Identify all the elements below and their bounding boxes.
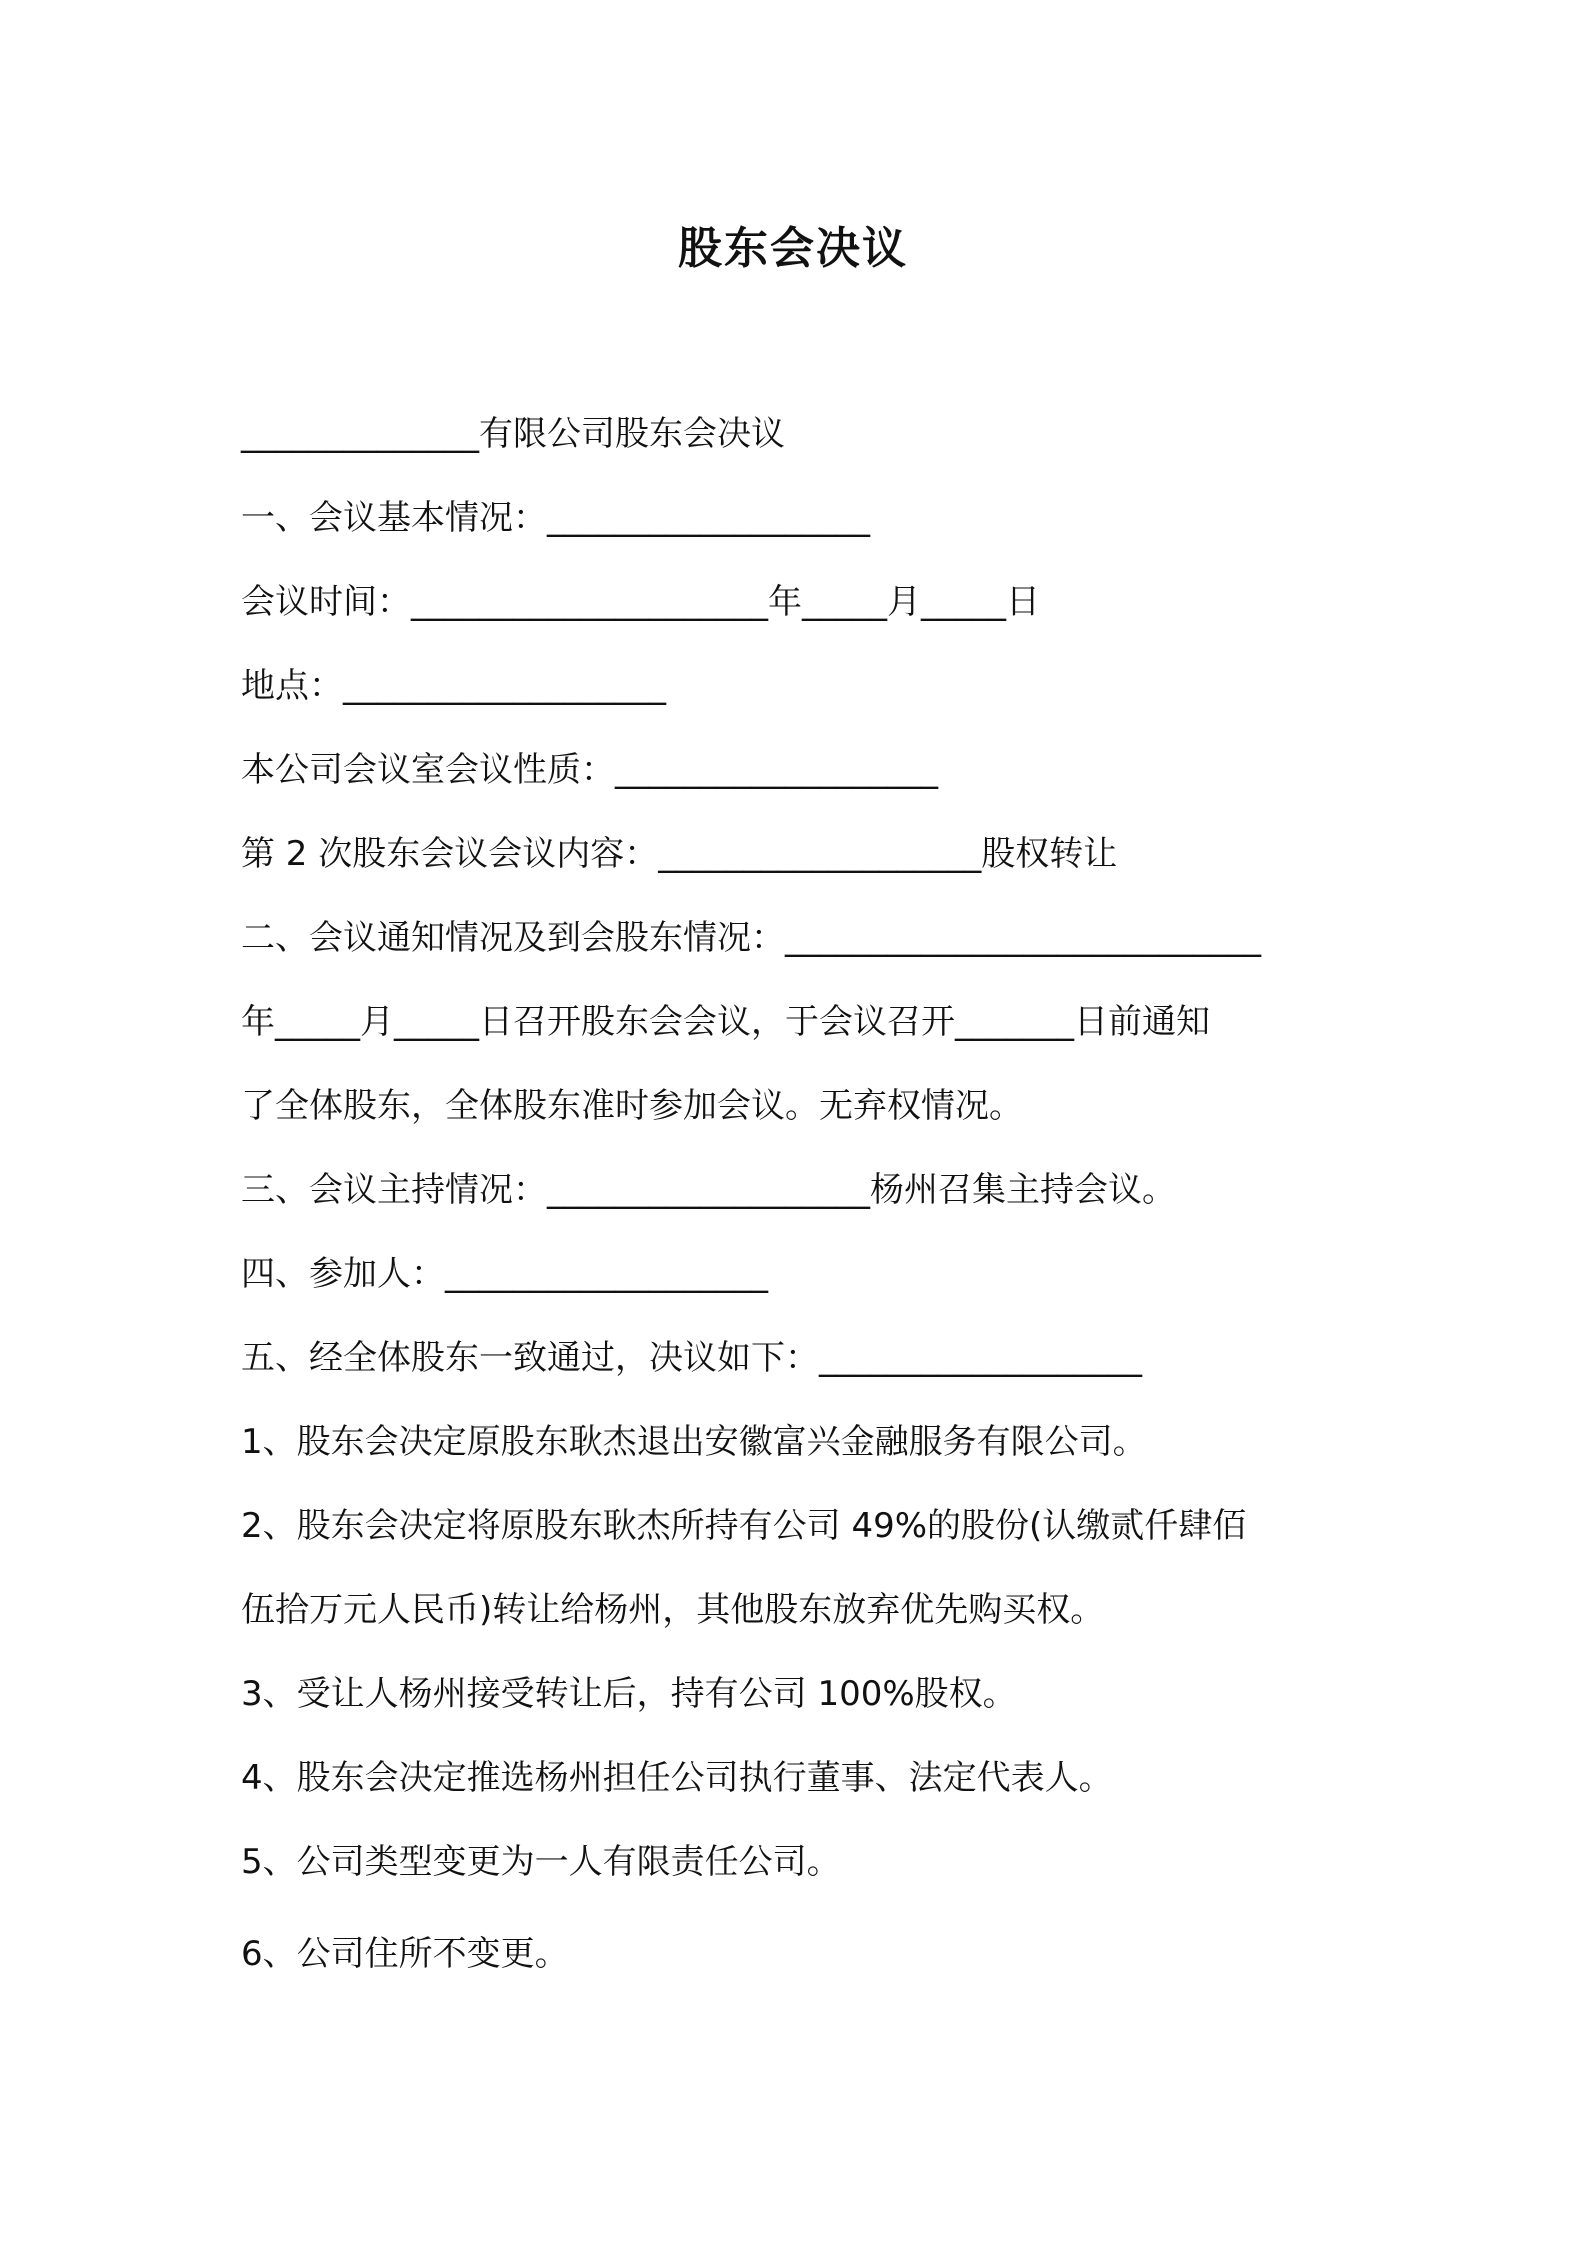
notice-attendance-detail: 年_____月_____日召开股东会会议，于会议召开_______日前通知	[241, 1002, 1210, 1042]
resolution-intro: 五、经全体股东一致通过，决议如下：___________________	[241, 1338, 1142, 1378]
notice-attendance-detail-cont: 了全体股东，全体股东准时参加会议。无弃权情况。	[241, 1086, 1023, 1126]
resolution-item-2: 2、股东会决定将原股东耿杰所持有公司 49%的股份(认缴贰仟肆佰	[241, 1506, 1247, 1546]
document-title: 股东会决议	[678, 223, 908, 274]
participants: 四、参加人：___________________	[241, 1254, 768, 1294]
resolution-item-4: 4、股东会决定推选杨州担任公司执行董事、法定代表人。	[241, 1758, 1113, 1798]
resolution-item-1: 1、股东会决定原股东耿杰退出安徽富兴金融服务有限公司。	[241, 1422, 1147, 1462]
resolution-item-5: 5、公司类型变更为一人有限责任公司。	[241, 1842, 841, 1882]
resolution-item-3: 3、受让人杨州接受转让后，持有公司 100%股权。	[241, 1674, 1017, 1714]
meeting-basic-info: 一、会议基本情况：___________________	[241, 498, 870, 538]
meeting-nature: 本公司会议室会议性质：___________________	[241, 750, 938, 790]
resolution-item-2-cont: 伍拾万元人民币)转让给杨州，其他股东放弃优先购买权。	[241, 1590, 1105, 1630]
meeting-host: 三、会议主持情况：___________________杨州召集主持会议。	[241, 1170, 1176, 1210]
resolution-item-6: 6、公司住所不变更。	[241, 1934, 569, 1974]
meeting-content: 第 2 次股东会议会议内容：___________________股权转让	[241, 834, 1118, 874]
company-resolution-heading: ______________有限公司股东会决议	[241, 414, 785, 454]
meeting-time: 会议时间：_____________________年_____月_____日	[241, 582, 1040, 622]
meeting-location: 地点：___________________	[241, 666, 666, 706]
notice-attendance: 二、会议通知情况及到会股东情况：____________________________	[241, 918, 1261, 958]
